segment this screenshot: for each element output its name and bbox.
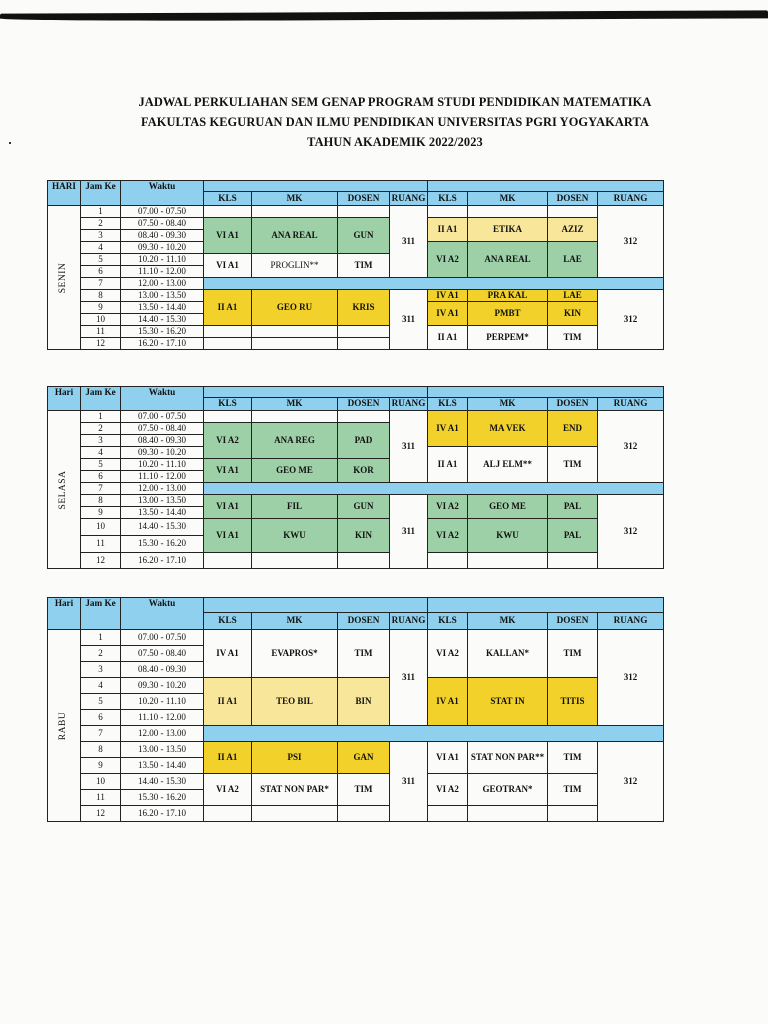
hari-header: Hari <box>48 598 81 630</box>
lecturer-cell: TIM <box>548 326 598 350</box>
room-cell: 311 <box>390 290 428 350</box>
jam-ke-cell: 10 <box>81 519 121 536</box>
lecturer-cell: TIM <box>548 774 598 806</box>
course-cell: PSI <box>252 742 338 774</box>
title-line-2: FAKULTAS KEGURUAN DAN ILMU PENDIDIKAN UNIVERSITAS PGRI YOGYAKARTA <box>140 115 650 129</box>
waktu-cell: 07.00 - 07.50 <box>121 206 204 218</box>
class-cell: VI A1 <box>204 495 252 519</box>
jam-ke-cell: 2 <box>81 423 121 435</box>
course-cell: GEOTRAN* <box>468 774 548 806</box>
class-cell: VI A2 <box>428 774 468 806</box>
mk-header: MK <box>252 192 338 206</box>
schedule-table-rabu <box>47 597 664 822</box>
lecturer-cell: PAL <box>548 495 598 519</box>
course-cell: ANA REAL <box>252 218 338 254</box>
jam-ke-cell: 5 <box>81 459 121 471</box>
course-cell: STAT NON PAR* <box>252 774 338 806</box>
class-cell: VI A2 <box>428 495 468 519</box>
schedule-table-senin <box>47 180 664 350</box>
class-cell: VI A1 <box>204 254 252 278</box>
waktu-cell: 09.30 - 10.20 <box>121 242 204 254</box>
waktu-cell: 07.50 - 08.40 <box>121 423 204 435</box>
course-cell: ALJ ELM** <box>468 447 548 483</box>
room-cell: 312 <box>598 411 664 483</box>
title-line-1: JADWAL PERKULIAHAN SEM GENAP PROGRAM STUDI PENDIDIKAN MATEMATIKA <box>138 95 652 109</box>
waktu-cell: 10.20 - 11.10 <box>121 459 204 471</box>
mk-header: MK <box>252 613 338 630</box>
lecturer-cell: GUN <box>338 218 390 254</box>
jam-ke-cell: 6 <box>81 266 121 278</box>
room-cell: 311 <box>390 630 428 726</box>
waktu-cell: 12.00 - 13.00 <box>121 483 204 495</box>
lecturer-cell: TIM <box>338 774 390 806</box>
lecturer-cell: AZIZ <box>548 218 598 242</box>
waktu-cell: 15.30 - 16.20 <box>121 326 204 338</box>
waktu-cell: 07.00 - 07.50 <box>121 411 204 423</box>
jam-ke-cell: 5 <box>81 254 121 266</box>
scan-speck <box>9 142 11 144</box>
hari-header: Hari <box>48 387 81 411</box>
waktu-cell: 07.00 - 07.50 <box>121 630 204 646</box>
waktu-cell: 11.10 - 12.00 <box>121 266 204 278</box>
lecturer-cell: TIM <box>548 447 598 483</box>
schedule-table-selasa <box>47 386 664 569</box>
jam-ke-cell: 1 <box>81 411 121 423</box>
waktu-cell: 09.30 - 10.20 <box>121 447 204 459</box>
lecturer-cell: BIN <box>338 678 390 726</box>
course-cell: TEO BIL <box>252 678 338 726</box>
course-cell: GEO ME <box>468 495 548 519</box>
waktu-cell: 15.30 - 16.20 <box>121 536 204 553</box>
jam-ke-cell: 8 <box>81 495 121 507</box>
waktu-cell: 16.20 - 17.10 <box>121 806 204 822</box>
waktu-cell: 13.50 - 14.40 <box>121 302 204 314</box>
room-cell: 311 <box>390 411 428 483</box>
break-band <box>204 483 664 495</box>
course-cell: ANA REG <box>252 423 338 459</box>
kls-header: KLS <box>428 398 468 411</box>
course-cell: GEO RU <box>252 290 338 326</box>
jam-ke-cell: 12 <box>81 338 121 350</box>
lecturer-cell: TIM <box>338 630 390 678</box>
waktu-cell: 11.10 - 12.00 <box>121 471 204 483</box>
kls-header: KLS <box>428 613 468 630</box>
room-cell: 312 <box>598 290 664 350</box>
course-cell: STAT NON PAR** <box>468 742 548 774</box>
lecturer-cell: KRIS <box>338 290 390 326</box>
day-label: SENIN <box>48 206 81 350</box>
class-cell: IV A1 <box>204 630 252 678</box>
ruang-header: RUANG <box>390 398 428 411</box>
waktu-cell: 14.40 - 15.30 <box>121 314 204 326</box>
lecturer-cell: TIM <box>548 742 598 774</box>
class-cell: II A1 <box>428 218 468 242</box>
class-cell: IV A1 <box>428 302 468 326</box>
waktu-cell: 15.30 - 16.20 <box>121 790 204 806</box>
waktu-cell: 14.40 - 15.30 <box>121 774 204 790</box>
jam-ke-cell: 9 <box>81 302 121 314</box>
jam-ke-header: Jam Ke <box>81 598 121 630</box>
mk-header: MK <box>468 613 548 630</box>
class-cell: VI A1 <box>204 519 252 553</box>
class-cell: VI A1 <box>204 459 252 483</box>
class-cell: VI A2 <box>428 519 468 553</box>
header-band-right <box>428 598 664 613</box>
jam-ke-cell: 12 <box>81 553 121 569</box>
jam-ke-cell: 4 <box>81 242 121 254</box>
header-band-left <box>204 181 428 192</box>
lecturer-cell: LAE <box>548 242 598 278</box>
class-cell: VI A2 <box>204 423 252 459</box>
jam-ke-cell: 1 <box>81 630 121 646</box>
dosen-header: DOSEN <box>338 192 390 206</box>
class-cell: IV A1 <box>428 290 468 302</box>
class-cell: II A1 <box>204 742 252 774</box>
course-cell: EVAPROS* <box>252 630 338 678</box>
room-cell: 312 <box>598 495 664 569</box>
room-cell: 312 <box>598 630 664 726</box>
jam-ke-header: Jam Ke <box>81 181 121 206</box>
jam-ke-cell: 6 <box>81 471 121 483</box>
jam-ke-cell: 11 <box>81 536 121 553</box>
jam-ke-cell: 11 <box>81 326 121 338</box>
jam-ke-cell: 1 <box>81 206 121 218</box>
class-cell: VI A2 <box>204 774 252 806</box>
waktu-cell: 13.00 - 13.50 <box>121 495 204 507</box>
day-label: SELASA <box>48 411 81 569</box>
lecturer-cell: END <box>548 411 598 447</box>
waktu-cell: 16.20 - 17.10 <box>121 553 204 569</box>
jam-ke-cell: 11 <box>81 790 121 806</box>
ruang-header: RUANG <box>390 613 428 630</box>
class-cell: VI A1 <box>204 218 252 254</box>
course-cell: PMBT <box>468 302 548 326</box>
class-cell: II A1 <box>428 326 468 350</box>
course-cell: PERPEM* <box>468 326 548 350</box>
waktu-cell: 09.30 - 10.20 <box>121 678 204 694</box>
ruang-header: RUANG <box>598 613 664 630</box>
class-cell: IV A1 <box>428 678 468 726</box>
waktu-header: Waktu <box>121 598 204 630</box>
class-cell: II A1 <box>204 290 252 326</box>
room-cell: 312 <box>598 206 664 278</box>
header-band-right <box>428 181 664 192</box>
jam-ke-cell: 7 <box>81 726 121 742</box>
course-cell: GEO ME <box>252 459 338 483</box>
day-label: RABU <box>48 630 81 822</box>
mk-header: MK <box>252 398 338 411</box>
scan-top-edge <box>0 10 768 21</box>
jam-ke-cell: 10 <box>81 774 121 790</box>
kls-header: KLS <box>204 613 252 630</box>
dosen-header: DOSEN <box>338 398 390 411</box>
jam-ke-cell: 3 <box>81 435 121 447</box>
course-cell: FIL <box>252 495 338 519</box>
course-cell: KWU <box>468 519 548 553</box>
room-cell: 311 <box>390 206 428 278</box>
room-cell: 311 <box>390 495 428 569</box>
mk-header: MK <box>468 192 548 206</box>
jam-ke-cell: 12 <box>81 806 121 822</box>
ruang-header: RUANG <box>598 192 664 206</box>
ruang-header: RUANG <box>390 192 428 206</box>
waktu-cell: 14.40 - 15.30 <box>121 519 204 536</box>
dosen-header: DOSEN <box>548 613 598 630</box>
waktu-header: Waktu <box>121 181 204 206</box>
header-band-right <box>428 387 664 398</box>
jam-ke-cell: 3 <box>81 230 121 242</box>
waktu-cell: 13.00 - 13.50 <box>121 290 204 302</box>
waktu-cell: 12.00 - 13.00 <box>121 278 204 290</box>
waktu-header: Waktu <box>121 387 204 411</box>
jam-ke-cell: 2 <box>81 218 121 230</box>
break-band <box>204 726 664 742</box>
waktu-cell: 16.20 - 17.10 <box>121 338 204 350</box>
jam-ke-cell: 2 <box>81 646 121 662</box>
jam-ke-cell: 3 <box>81 662 121 678</box>
room-cell: 312 <box>598 742 664 822</box>
ruang-header: RUANG <box>598 398 664 411</box>
lecturer-cell: GAN <box>338 742 390 774</box>
waktu-cell: 10.20 - 11.10 <box>121 694 204 710</box>
lecturer-cell: TIM <box>548 630 598 678</box>
lecturer-cell: PAD <box>338 423 390 459</box>
jam-ke-cell: 8 <box>81 290 121 302</box>
waktu-cell: 08.40 - 09.30 <box>121 435 204 447</box>
header-band-left <box>204 598 428 613</box>
class-cell: VI A1 <box>428 742 468 774</box>
class-cell: IV A1 <box>428 411 468 447</box>
jam-ke-cell: 10 <box>81 314 121 326</box>
waktu-cell: 07.50 - 08.40 <box>121 218 204 230</box>
class-cell: II A1 <box>204 678 252 726</box>
class-cell: VI A2 <box>428 630 468 678</box>
jam-ke-cell: 4 <box>81 678 121 694</box>
waktu-cell: 08.40 - 09.30 <box>121 662 204 678</box>
dosen-header: DOSEN <box>338 613 390 630</box>
jam-ke-cell: 6 <box>81 710 121 726</box>
jam-ke-cell: 7 <box>81 278 121 290</box>
waktu-cell: 13.50 - 14.40 <box>121 507 204 519</box>
jam-ke-cell: 7 <box>81 483 121 495</box>
lecturer-cell: KIN <box>548 302 598 326</box>
waktu-cell: 07.50 - 08.40 <box>121 646 204 662</box>
lecturer-cell: KIN <box>338 519 390 553</box>
header-band-left <box>204 387 428 398</box>
lecturer-cell: LAE <box>548 290 598 302</box>
course-cell: ANA REAL <box>468 242 548 278</box>
title-line-3: TAHUN AKADEMIK 2022/2023 <box>307 135 483 149</box>
lecturer-cell: TITIS <box>548 678 598 726</box>
jam-ke-cell: 9 <box>81 758 121 774</box>
class-cell: II A1 <box>428 447 468 483</box>
waktu-cell: 11.10 - 12.00 <box>121 710 204 726</box>
lecturer-cell: TIM <box>338 254 390 278</box>
hari-header: HARI <box>48 181 81 206</box>
kls-header: KLS <box>428 192 468 206</box>
jam-ke-cell: 8 <box>81 742 121 758</box>
dosen-header: DOSEN <box>548 398 598 411</box>
kls-header: KLS <box>204 192 252 206</box>
mk-header: MK <box>468 398 548 411</box>
course-cell: ETIKA <box>468 218 548 242</box>
waktu-cell: 08.40 - 09.30 <box>121 230 204 242</box>
course-cell: STAT IN <box>468 678 548 726</box>
lecturer-cell: PAL <box>548 519 598 553</box>
lecturer-cell: KOR <box>338 459 390 483</box>
waktu-cell: 12.00 - 13.00 <box>121 726 204 742</box>
break-band <box>204 278 664 290</box>
jam-ke-cell: 4 <box>81 447 121 459</box>
room-cell: 311 <box>390 742 428 822</box>
jam-ke-cell: 5 <box>81 694 121 710</box>
jam-ke-header: Jam Ke <box>81 387 121 411</box>
course-cell: MA VEK <box>468 411 548 447</box>
course-cell: PROGLIN** <box>252 254 338 278</box>
course-cell: PRA KAL <box>468 290 548 302</box>
course-cell: KWU <box>252 519 338 553</box>
kls-header: KLS <box>204 398 252 411</box>
class-cell: VI A2 <box>428 242 468 278</box>
waktu-cell: 13.50 - 14.40 <box>121 758 204 774</box>
waktu-cell: 13.00 - 13.50 <box>121 742 204 758</box>
course-cell: KALLAN* <box>468 630 548 678</box>
dosen-header: DOSEN <box>548 192 598 206</box>
lecturer-cell: GUN <box>338 495 390 519</box>
waktu-cell: 10.20 - 11.10 <box>121 254 204 266</box>
jam-ke-cell: 9 <box>81 507 121 519</box>
